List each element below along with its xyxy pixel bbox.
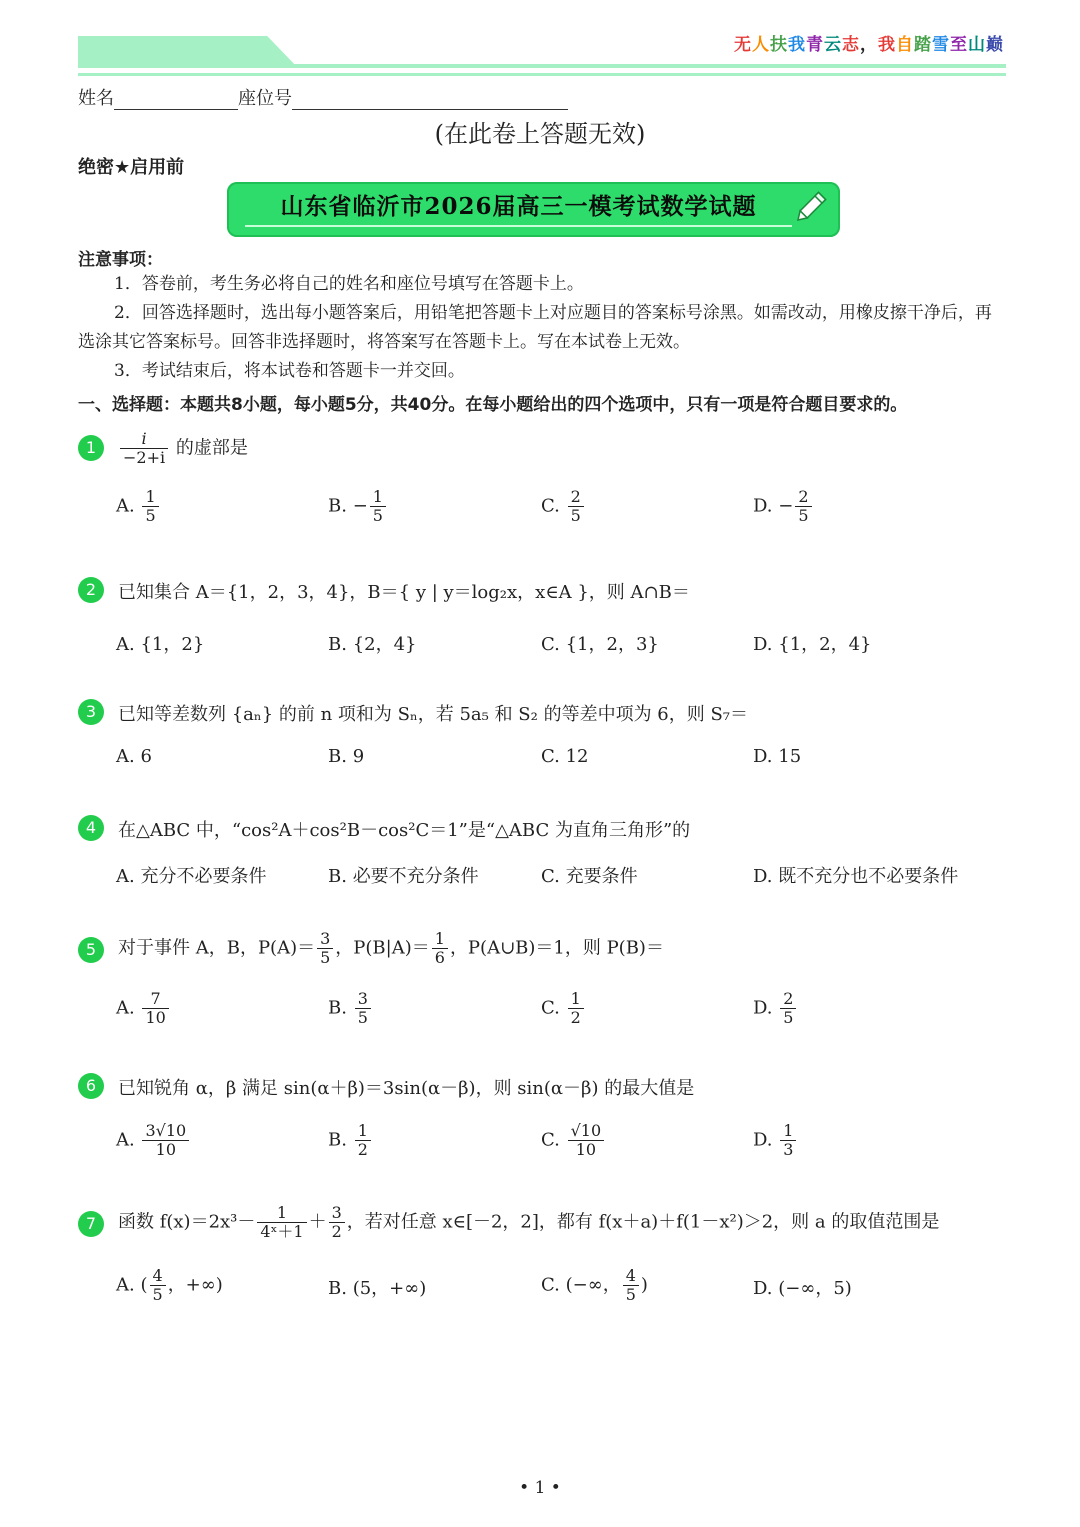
motto-char: ， [860,35,878,55]
q6-option-b[interactable]: B. $\frac{1}{2}$ [328,1122,373,1159]
q2-option-d[interactable]: D. {1，2，4} [753,634,872,655]
q4-option-d[interactable]: D. 既不充分也不必要条件 [753,866,959,887]
q4-option-c[interactable]: C. 充要条件 [541,866,638,887]
q7-option-d[interactable]: D. (−∞，5) [753,1278,852,1299]
question-number-4: 4 [78,815,104,841]
q6-option-d[interactable]: D. $\frac{1}{3}$ [753,1122,798,1159]
q3-option-d[interactable]: D. 15 [753,746,802,767]
q2-option-a[interactable]: A. {1，2} [116,634,205,655]
q6-option-c[interactable]: C. $\frac{√10}{10}$ [541,1122,606,1159]
q2-option-c[interactable]: C. {1，2，3} [541,634,659,655]
notice-item-1: 1．答卷前，考生务必将自己的姓名和座位号填写在答题卡上。 [114,274,584,294]
question-6-stem: 已知锐角 α，β 满足 sin(α＋β)＝3sin(α－β)，则 sin(α－β) 的最大值是 [118,1078,695,1099]
q7-option-c[interactable]: C. (−∞， $\frac{4}{5}$ ) [541,1266,648,1304]
page-number: • 1 • [519,1478,561,1498]
motto [734,30,1004,55]
q7-option-a[interactable]: A. ( $\frac{4}{5}$ ，+∞) [116,1266,223,1304]
seat-blank [292,89,568,110]
question-4-stem: 在△ABC 中，“cos²A＋cos²B－cos²C＝1”是“△ABC 为直角三角形”的 [118,820,691,841]
title-banner [227,182,840,237]
q2-option-b[interactable]: B. {2，4} [328,634,417,655]
invalid-note: (在此卷上答题无效) [434,120,646,148]
motto-char: 巅 [986,35,1004,55]
pencil-icon [792,189,828,227]
motto-char: 无 [734,35,752,55]
question-number-3: 3 [78,699,104,725]
name-label: 姓名 [78,88,114,109]
question-5-stem: 对于事件 A，B，P(A)＝ $\frac{3}{5}$ ，P(B|A)＝ $\frac{1}{6}$ ，P(A∪B)＝1，则 P(B)＝ [118,929,664,967]
question-number-2: 2 [78,577,104,603]
motto-char: 青 [806,35,824,55]
q3-option-b[interactable]: B. 9 [328,746,365,767]
notice-title: 注意事项： [78,250,163,270]
q5-option-a[interactable]: A. $\frac{7}{10}$ [116,990,171,1027]
motto-char: 云 [824,35,842,55]
q1-option-a[interactable]: A. $\frac{1}{5}$ [116,488,161,525]
motto-char: 自 [896,35,914,55]
name-blank [114,89,238,110]
notice-item-3: 3．考试结束后，将本试卷和答题卡一并交回。 [114,361,465,381]
question-number-7: 7 [78,1211,104,1237]
name-seat-row [78,84,568,110]
q3-option-c[interactable]: C. 12 [541,746,589,767]
exam-title: 山东省临沂市2026届高三一模考试数学试题 [245,191,792,227]
question-3-stem: 已知等差数列 {aₙ} 的前 n 项和为 Sₙ，若 5a₅ 和 S₂ 的等差中项为 6，则 S₇＝ [118,704,749,725]
motto-char: 人 [752,35,770,55]
question-number-6: 6 [78,1073,104,1099]
q5-option-c[interactable]: C. $\frac{1}{2}$ [541,990,586,1027]
motto-char: 我 [878,35,896,55]
q5-option-d[interactable]: D. $\frac{2}{5}$ [753,990,798,1027]
q3-option-a[interactable]: A. 6 [116,746,152,767]
motto-char: 雪 [932,35,950,55]
q1-option-b[interactable]: B. − $\frac{1}{5}$ [328,488,388,525]
motto-char: 踏 [914,35,932,55]
section-title: 一、选择题：本题共8小题，每小题5分，共40分。在每小题给出的四个选项中，只有一项是符合题目要求的。 [78,395,908,415]
question-number-5: 5 [78,937,104,963]
question-1-stem: $\frac{i}{-2+i}$ 的虚部是 [118,430,248,467]
question-number-1: 1 [78,435,104,461]
q5-option-b[interactable]: B. $\frac{3}{5}$ [328,990,373,1027]
q4-option-a[interactable]: A. 充分不必要条件 [116,866,267,887]
q4-option-b[interactable]: B. 必要不充分条件 [328,866,479,887]
secret-label: 绝密★启用前 [78,157,185,178]
question-7-stem: 函数 f(x)＝2x³－ $\frac{1}{\text{4ˣ＋1}}$ ＋ $\frac{3}{2}$ ，若对任意 x∈[－2，2]，都有 f(x＋a)＋f(1－x²)＞2，则 a 的取值范围是 [118,1203,940,1241]
seat-label: 座位号 [238,88,292,109]
notice-item-2: 2．回答选择题时，选出每小题答案后，用铅笔把答题卡上对应题目的答案标号涂黑。如需改动，用橡皮擦干净后，再选涂其它答案标号。回答非选择题时，将答案写在答题卡上。写在本试卷上无效。 [78,303,992,352]
q1-option-d[interactable]: D. − $\frac{2}{5}$ [753,488,814,525]
q6-option-a[interactable]: A. $\frac{3√10}{10}$ [116,1122,191,1159]
motto-char: 扶 [770,35,788,55]
motto-char: 志 [842,35,860,55]
q7-option-b[interactable]: B. (5，+∞) [328,1278,427,1299]
q1-option-c[interactable]: C. $\frac{2}{5}$ [541,488,586,525]
header-rule [78,64,1006,68]
question-2-stem: 已知集合 A＝{1，2，3，4}，B＝{ y | y＝log₂x，x∈A }，则 A∩B＝ [118,582,690,603]
motto-char: 山 [968,35,986,55]
motto-char: 至 [950,35,968,55]
motto-char: 我 [788,35,806,55]
header-rule-thin [78,73,1006,76]
